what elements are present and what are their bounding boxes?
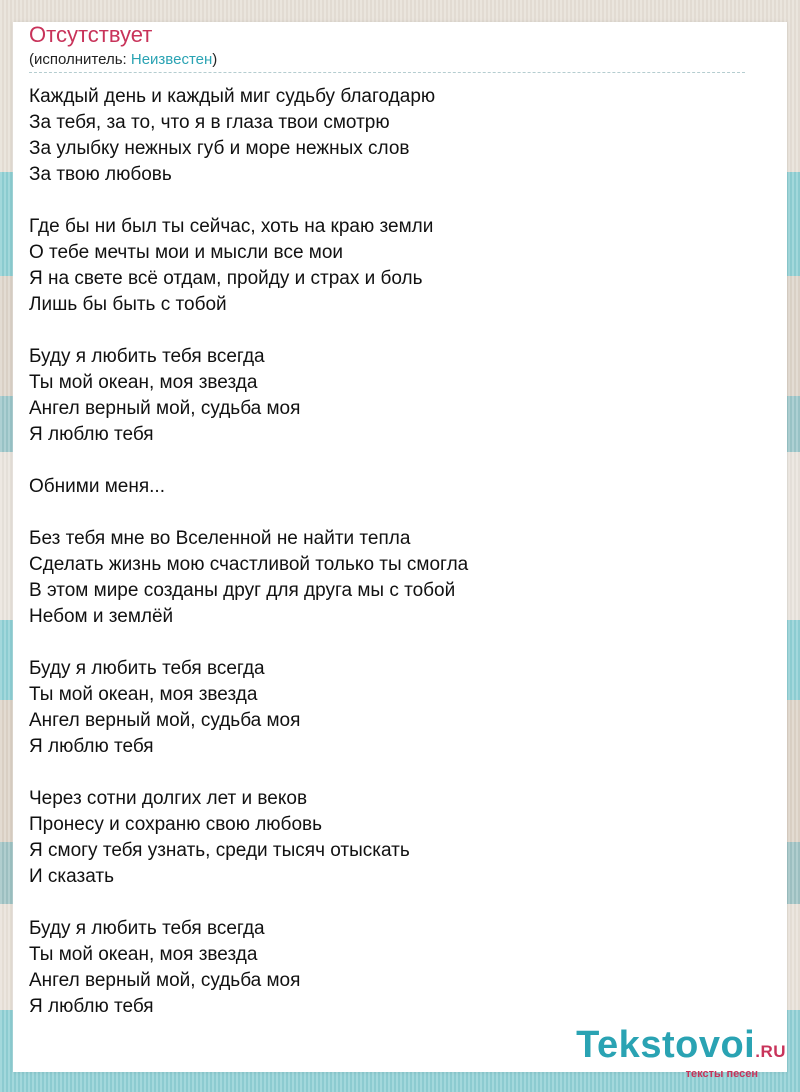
site-logo[interactable] bbox=[576, 1026, 786, 1080]
lyrics-line: За тебя, за то, что я в глаза твои смотрю bbox=[29, 112, 390, 133]
song-title: Отсутствует bbox=[29, 22, 153, 47]
lyrics-line: Ты мой океан, моя звезда bbox=[29, 684, 258, 705]
lyrics-line: Я люблю тебя bbox=[29, 996, 154, 1017]
lyrics-line: Ангел верный мой, судьба моя bbox=[29, 398, 301, 419]
lyrics-line: Лишь бы быть с тобой bbox=[29, 294, 227, 315]
lyrics-line: Небом и землёй bbox=[29, 606, 174, 627]
lyrics-stanza bbox=[29, 474, 468, 500]
lyrics-stanza bbox=[29, 344, 468, 448]
lyrics-stanza bbox=[29, 84, 468, 188]
lyrics-line: О тебе мечты мои и мысли все мои bbox=[29, 242, 344, 263]
lyrics-line: Через сотни долгих лет и веков bbox=[29, 788, 308, 809]
lyrics-line: И сказать bbox=[29, 866, 114, 887]
lyrics-line: Обними меня... bbox=[29, 476, 165, 497]
lyrics-line: Пронесу и сохраню свою любовь bbox=[29, 814, 322, 835]
lyrics-line: Я смогу тебя узнать, среди тысяч отыскать bbox=[29, 840, 410, 861]
lyrics-line: Ангел верный мой, судьба моя bbox=[29, 710, 301, 731]
lyrics-text bbox=[29, 84, 468, 1020]
lyrics-stanza bbox=[29, 656, 468, 760]
header-divider bbox=[29, 72, 745, 73]
lyrics-line: Ты мой океан, моя звезда bbox=[29, 944, 258, 965]
lyrics-line: Ты мой океан, моя звезда bbox=[29, 372, 258, 393]
lyrics-line: За улыбку нежных губ и море нежных слов bbox=[29, 138, 410, 159]
artist-line bbox=[29, 51, 217, 69]
artist-suffix: ) bbox=[212, 51, 218, 68]
lyrics-stanza bbox=[29, 214, 468, 318]
lyrics-line: Я люблю тебя bbox=[29, 736, 154, 757]
artist-prefix: (исполнитель: bbox=[29, 51, 131, 68]
lyrics-line: Буду я любить тебя всегда bbox=[29, 918, 265, 939]
lyrics-line: Без тебя мне во Вселенной не найти тепла bbox=[29, 528, 411, 549]
lyrics-line: Где бы ни был ты сейчас, хоть на краю земли bbox=[29, 216, 434, 237]
artist-link[interactable]: Неизвестен bbox=[130, 51, 213, 68]
logo-name: Tekstovoi bbox=[576, 1024, 756, 1066]
logo-tld: .RU bbox=[755, 1042, 786, 1061]
lyrics-line: Я на свете всё отдам, пройду и страх и боль bbox=[29, 268, 423, 289]
lyrics-line: Ангел верный мой, судьба моя bbox=[29, 970, 301, 991]
lyrics-line: Каждый день и каждый миг судьбу благодарю bbox=[29, 86, 436, 107]
logo-tagline: тексты песен bbox=[685, 1068, 758, 1080]
lyrics-stanza bbox=[29, 916, 468, 1020]
lyrics-line: Буду я любить тебя всегда bbox=[29, 658, 265, 679]
lyrics-stanza bbox=[29, 526, 468, 630]
lyrics-line: За твою любовь bbox=[29, 164, 172, 185]
logo-wordmark bbox=[576, 1026, 786, 1071]
lyrics-line: Сделать жизнь мою счастливой только ты смогла bbox=[29, 554, 469, 575]
lyrics-line: Я люблю тебя bbox=[29, 424, 154, 445]
lyrics-line: Буду я любить тебя всегда bbox=[29, 346, 265, 367]
lyrics-stanza bbox=[29, 786, 468, 890]
lyrics-line: В этом мире созданы друг для друга мы с тобой bbox=[29, 580, 456, 601]
